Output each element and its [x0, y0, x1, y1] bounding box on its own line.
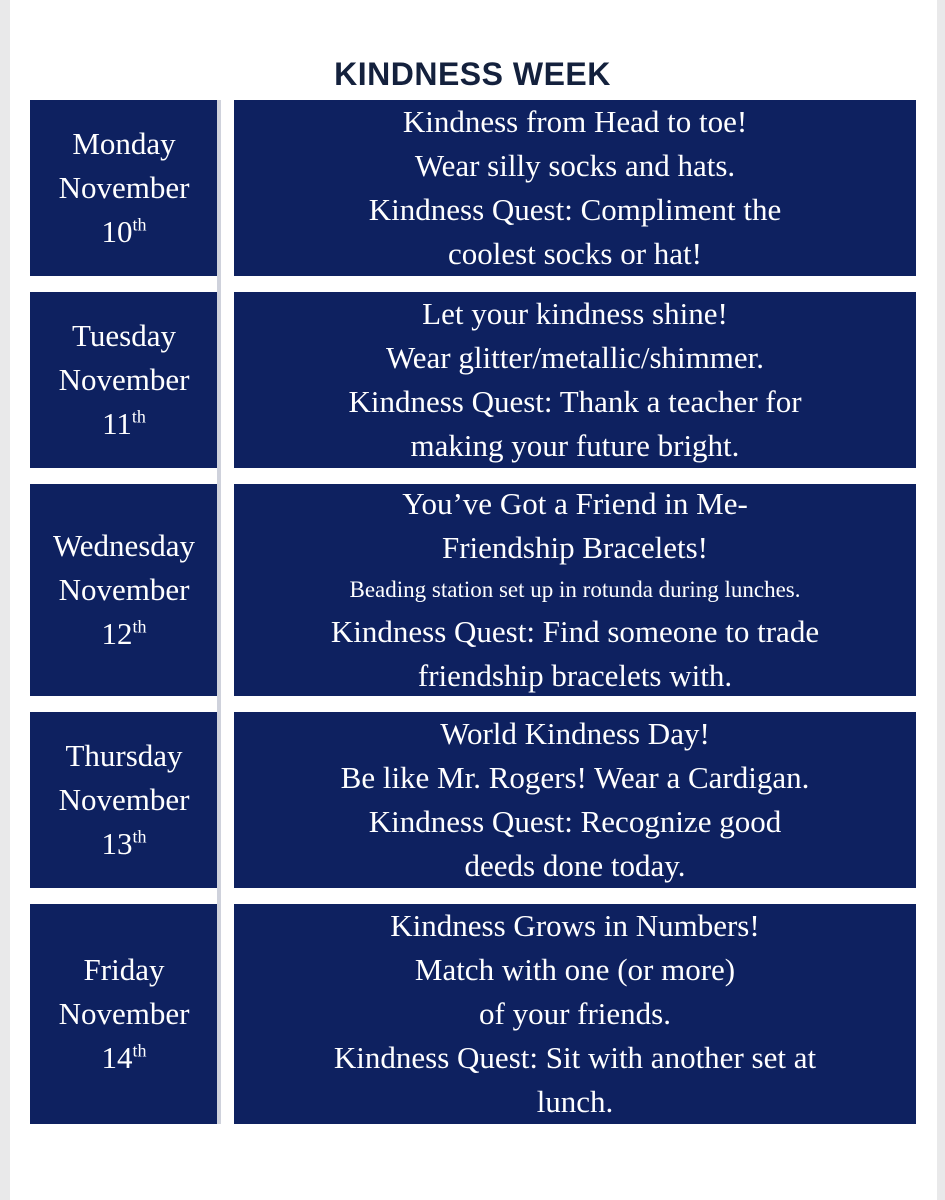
event-line: Kindness Quest: Sit with another set at [333, 1040, 817, 1075]
month-label: November [58, 572, 190, 607]
event-line: Kindness Quest: Thank a teacher for [348, 384, 802, 419]
event-line: Kindness from Head to toe! [402, 104, 748, 139]
date-number: 11th [102, 406, 146, 441]
event-line: Kindness Quest: Recognize good [368, 804, 782, 839]
event-cell [234, 292, 916, 468]
event-line: of your friends. [479, 996, 671, 1031]
event-line: Kindness Quest: Find someone to trade [330, 614, 820, 649]
date-suffix: th [132, 826, 147, 847]
date-suffix: th [131, 406, 146, 427]
weekday-label: Monday [72, 126, 176, 161]
event-line: World Kindness Day! [440, 716, 710, 751]
schedule-row-tuesday [30, 292, 916, 468]
column-divider [217, 100, 221, 1124]
page-edge-left [0, 0, 10, 1200]
event-cell [234, 904, 916, 1124]
date-number: 12th [101, 616, 147, 651]
event-line: Friendship Bracelets! [441, 530, 708, 565]
day-cell [30, 292, 218, 468]
schedule-row-wednesday [30, 484, 916, 696]
weekday-label: Wednesday [52, 528, 196, 563]
event-line: You’ve Got a Friend in Me- [402, 486, 748, 521]
event-line: making your future bright. [410, 428, 740, 463]
event-line: Kindness Grows in Numbers! [390, 908, 760, 943]
date-suffix: th [132, 214, 147, 235]
date-number: 14th [101, 1040, 147, 1075]
event-line: coolest socks or hat! [448, 236, 702, 271]
event-line: deeds done today. [464, 848, 686, 883]
weekday-label: Friday [83, 952, 165, 987]
event-cell [234, 484, 916, 696]
schedule-row-monday [30, 100, 916, 276]
date-number: 13th [101, 826, 147, 861]
weekday-label: Tuesday [72, 318, 176, 353]
schedule-row-thursday [30, 712, 916, 888]
event-line: Beading station set up in rotunda during lunches. [349, 577, 801, 602]
event-line: Let your kindness shine! [422, 296, 728, 331]
month-label: November [58, 782, 190, 817]
event-line: Kindness Quest: Compliment the [368, 192, 782, 227]
event-line: Wear silly socks and hats. [414, 148, 736, 183]
month-label: November [58, 362, 190, 397]
event-line: lunch. [536, 1084, 614, 1119]
day-cell [30, 100, 218, 276]
weekday-label: Thursday [65, 738, 183, 773]
day-cell [30, 484, 218, 696]
day-cell [30, 904, 218, 1124]
month-label: November [58, 996, 190, 1031]
day-cell [30, 712, 218, 888]
schedule-row-friday [30, 904, 916, 1124]
page-title: KINDNESS WEEK [334, 56, 611, 92]
event-line: Be like Mr. Rogers! Wear a Cardigan. [340, 760, 810, 795]
event-cell [234, 100, 916, 276]
date-suffix: th [132, 1040, 147, 1061]
page-edge-right [937, 0, 945, 1200]
event-line: Match with one (or more) [414, 952, 736, 987]
event-line: Wear glitter/metallic/shimmer. [386, 340, 764, 375]
event-line: friendship bracelets with. [417, 658, 733, 693]
month-label: November [58, 170, 190, 205]
event-cell [234, 712, 916, 888]
date-number: 10th [101, 214, 147, 249]
date-suffix: th [132, 616, 147, 637]
